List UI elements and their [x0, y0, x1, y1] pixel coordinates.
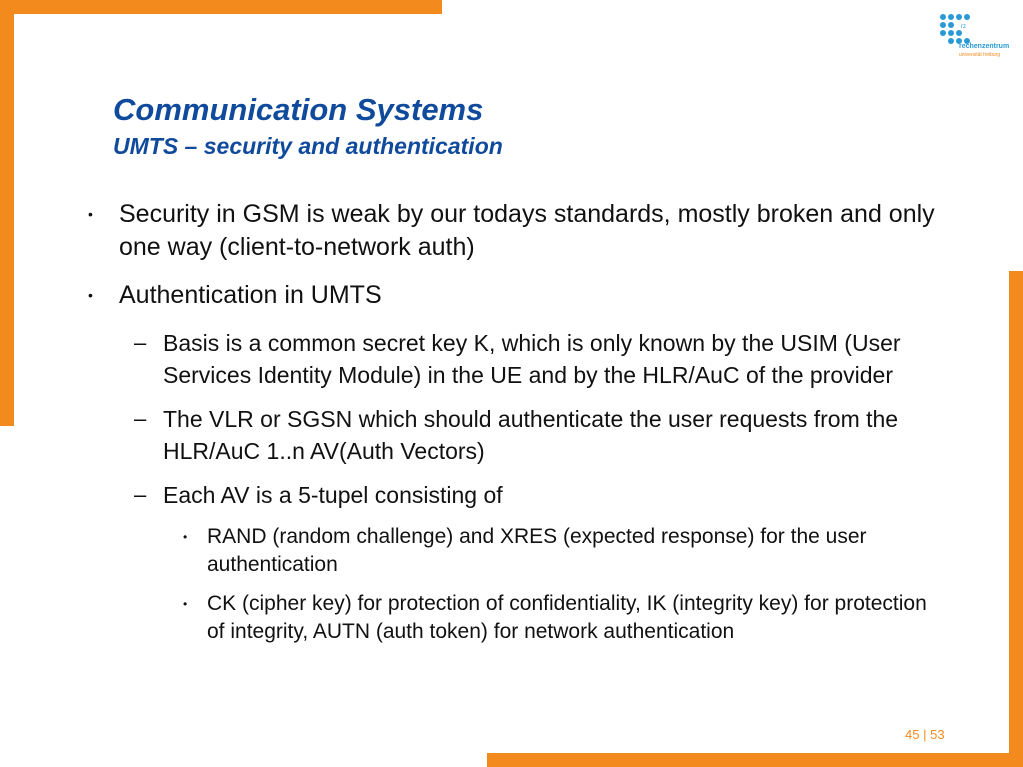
dash-icon: – [134, 406, 147, 431]
subsubbullet-ck-ik-autn [80, 590, 950, 646]
subsubbullet-text: RAND (random challenge) and XRES (expected response) for the user authentication [207, 525, 867, 576]
subbullet-text: Each AV is a 5-tupel consisting of [163, 482, 503, 508]
right-accent-bar [1009, 271, 1023, 767]
bullet-text: Authentication in UMTS [119, 281, 382, 309]
bullet-icon: • [88, 206, 93, 222]
subbullet-vlr-sgsn [80, 403, 950, 467]
subbullet-secret-key [80, 327, 950, 391]
bottom-accent-bar [487, 753, 1023, 767]
left-accent-bar [0, 0, 14, 426]
university-logo [940, 14, 1010, 66]
subbullet-av-tupel [80, 479, 950, 511]
dash-icon: – [134, 482, 147, 507]
logo-university-text: universität freiburg [959, 52, 1001, 58]
dash-icon: – [134, 330, 147, 355]
page-number [905, 727, 945, 742]
subbullet-text: Basis is a common secret key K, which is only known by the USIM (User Services Identity Module) in the UE and by the HLR/AuC of the provider [163, 330, 901, 388]
bullet-text: Security in GSM is weak by our todays standards, mostly broken and only one way (client-to-network auth) [119, 200, 935, 261]
bullet-gsm-security [80, 198, 950, 264]
subsubbullet-rand-xres [80, 523, 950, 579]
logo-name-text: rechenzentrum [959, 43, 1010, 50]
page-separator: | [923, 727, 927, 742]
slide-content [80, 198, 950, 657]
slide-subtitle: UMTS – security and authentication [113, 133, 503, 159]
subbullet-text: The VLR or SGSN which should authenticate the user requests from the HLR/AuC 1..n AV(Auth Vectors) [163, 406, 899, 464]
subsubbullet-text: CK (cipher key) for protection of confidentiality, IK (integrity key) for protection of integrity, AUTN (auth token) for network authentication [207, 592, 927, 643]
page-current: 45 [905, 727, 920, 742]
slide-title: Communication Systems [113, 92, 484, 127]
bullet-icon: • [183, 530, 188, 544]
bullet-icon: • [183, 597, 188, 611]
bullet-umts-auth [80, 279, 950, 312]
bullet-icon: • [88, 287, 93, 303]
page-total: 53 [930, 727, 945, 742]
logo-rz-text: rz [961, 24, 966, 30]
top-accent-bar [0, 0, 442, 14]
